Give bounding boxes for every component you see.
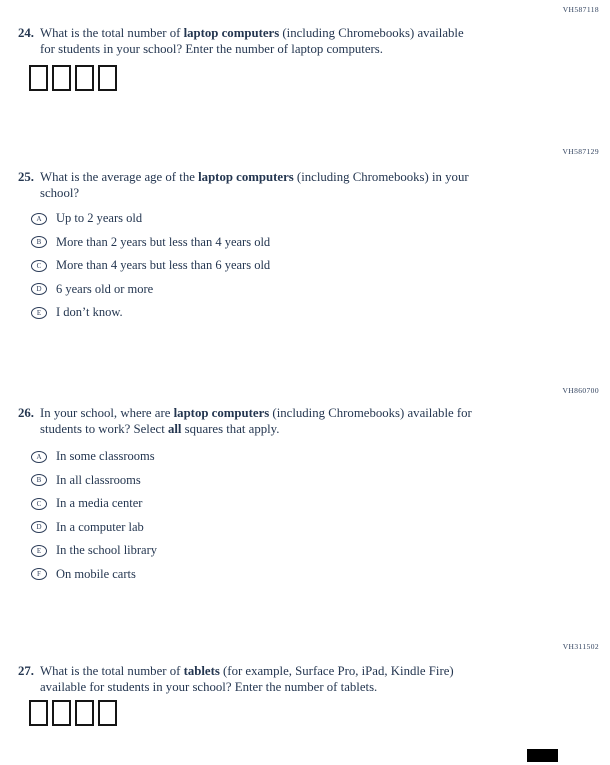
option-row [31, 469, 157, 493]
question-24-line2: for students in your school? Enter the number of laptop computers. [40, 41, 383, 56]
question-25-text [40, 170, 580, 201]
option-row [31, 278, 270, 302]
question-26-text [40, 406, 580, 437]
answer-bubble-c[interactable]: C [31, 498, 47, 510]
question-24-digit-boxes [29, 65, 121, 91]
item-id-code-q27: VH311502 [562, 642, 599, 651]
digit-entry-box-1[interactable] [29, 65, 48, 91]
answer-bubble-a[interactable]: A [31, 213, 47, 225]
digit-entry-box-3[interactable] [75, 65, 94, 91]
option-label: On mobile carts [56, 566, 136, 581]
question-24-number: 24. [18, 26, 34, 40]
question-25-line1: What is the average age of the laptop computers (including Chromebooks) in your [40, 170, 469, 184]
question-27-line2: available for students in your school? Enter the number of tablets. [40, 679, 378, 694]
question-24 [18, 26, 590, 57]
option-row [31, 563, 157, 587]
question-24-line1: What is the total number of laptop computers (including Chromebooks) available [40, 26, 464, 40]
question-25-number: 25. [18, 170, 34, 184]
option-row [31, 207, 270, 231]
question-25-line2: school? [40, 185, 80, 200]
option-row [31, 445, 157, 469]
option-label: Up to 2 years old [56, 211, 143, 226]
option-label: I don’t know. [56, 305, 123, 320]
option-label: In the school library [56, 543, 158, 558]
digit-entry-box-1[interactable] [29, 700, 48, 726]
answer-bubble-d[interactable]: D [31, 283, 47, 295]
option-row [31, 301, 270, 325]
option-label: In all classrooms [56, 472, 141, 487]
digit-entry-box-2[interactable] [52, 65, 71, 91]
answer-bubble-b[interactable]: B [31, 474, 47, 486]
answer-bubble-c[interactable]: C [31, 260, 47, 272]
option-row [31, 516, 157, 540]
answer-bubble-b[interactable]: B [31, 236, 47, 248]
option-label: More than 4 years but less than 6 years old [56, 258, 271, 273]
option-label: In some classrooms [56, 449, 155, 464]
option-row [31, 231, 270, 255]
question-27-digit-boxes [29, 700, 121, 726]
registration-mark [527, 749, 558, 762]
answer-bubble-f[interactable]: F [31, 568, 47, 580]
item-id-code-q26: VH860700 [562, 386, 599, 395]
digit-entry-box-4[interactable] [98, 65, 117, 91]
question-26-number: 26. [18, 406, 34, 420]
question-26 [18, 406, 590, 437]
question-27-text [40, 664, 580, 695]
question-26-line2: students to work? Select all squares that apply. [40, 421, 280, 436]
option-row [31, 254, 270, 278]
option-row [31, 539, 157, 563]
option-label: In a computer lab [56, 519, 144, 534]
digit-entry-box-3[interactable] [75, 700, 94, 726]
option-label: In a media center [56, 496, 143, 511]
item-id-code-q24: VH587118 [562, 5, 599, 14]
question-24-text [40, 26, 580, 57]
option-label: More than 2 years but less than 4 years old [56, 234, 271, 249]
answer-bubble-e[interactable]: E [31, 545, 47, 557]
question-27-number: 27. [18, 664, 34, 678]
digit-entry-box-2[interactable] [52, 700, 71, 726]
question-27 [18, 664, 590, 695]
question-25-options [31, 207, 270, 325]
option-row [31, 492, 157, 516]
question-25 [18, 170, 590, 201]
answer-bubble-a[interactable]: A [31, 451, 47, 463]
question-26-line1: In your school, where are laptop computers (including Chromebooks) available for [40, 406, 472, 420]
answer-bubble-d[interactable]: D [31, 521, 47, 533]
question-26-options [31, 445, 157, 586]
item-id-code-q25: VH587129 [562, 147, 599, 156]
answer-bubble-e[interactable]: E [31, 307, 47, 319]
digit-entry-box-4[interactable] [98, 700, 117, 726]
option-label: 6 years old or more [56, 281, 154, 296]
question-27-line1: What is the total number of tablets (for example, Surface Pro, iPad, Kindle Fire) [40, 664, 454, 678]
